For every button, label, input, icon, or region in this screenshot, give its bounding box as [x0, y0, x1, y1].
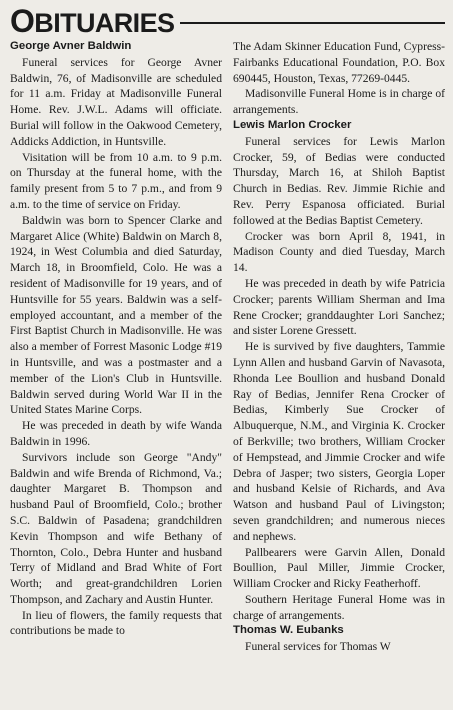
obituary-paragraph: Pallbearers were Garvin Allen, Donald Boullion, Paul Miller, Jimmie Crocker, William Crocker and Ricky Featherhoff.: [233, 545, 445, 591]
obituary-paragraph: In lieu of flowers, the family requests that contributions be made to: [10, 608, 222, 638]
right-column: [233, 39, 445, 655]
obituary-paragraph: Visitation will be from 10 a.m. to 9 p.m. on Thursday at the funeral home, with the family present from 5 to 7 p.m., and from 9 a.m. to the time of service on Friday.: [10, 150, 222, 211]
obituary-paragraph: Madisonville Funeral Home is in charge of arrangements.: [233, 87, 445, 117]
section-title: [10, 2, 175, 39]
obituary-paragraph: Baldwin was born to Spencer Clarke and Margaret Alice (White) Baldwin on March 8, 1924, in West Columbia and died Saturday, March 18, in Broomfield, Colo. He was a resident of Madisonville for 19 years, and of Huntsville for 55 years. Baldwin was a self-employed accountant, and a member of the First Baptist Church in Madisonville. He was also a member of Forrest Masonic Lodge #19 in Huntsville, and was a postmaster and a member of the Lion's Club in Huntsville. Baldwin served during World War II in the United States Marine Corps.: [10, 213, 222, 417]
section-title-rest: BITUARIES: [34, 7, 175, 38]
obituary-name: George Avner Baldwin: [10, 40, 132, 52]
obituary-paragraph-continued: The Adam Skinner Education Fund, Cypress-Fairbanks Educational Foundation, P.O. Box 690445, Houston, Texas, 77269-0445.: [233, 40, 445, 85]
obituary-name: Lewis Marlon Crocker: [233, 118, 352, 131]
obituary-paragraph: Southern Heritage Funeral Home was in charge of arrangements.: [233, 592, 445, 622]
obituary-paragraph: He was preceded in death by wife Patricia Crocker; parents William Sherman and Ima Rene Crocker; granddaughter Lori Sanchez; and sister Lorene Gressett.: [233, 276, 445, 338]
obituary-paragraph: Funeral services for George Avner Baldwin, 76, of Madisonville are scheduled for 11 a.m. Friday at Madisonville Funeral Home. Rev. J.W.L. Adams will officiate. Burial will follow in the Oakwood Cemetery, Addicks Addiction, in Huntsville.: [10, 55, 222, 148]
article-columns: [10, 39, 445, 655]
masthead-rule: [180, 22, 445, 24]
section-masthead: [10, 4, 445, 37]
left-column: [10, 39, 222, 655]
obituary-paragraph: Crocker was born April 8, 1941, in Madison County and died Tuesday, March 14.: [233, 229, 445, 275]
obituary-paragraph: Funeral services for Thomas W: [245, 640, 391, 654]
obituary-paragraph: Survivors include son George "Andy" Baldwin and wife Brenda of Richmond, Va.; daughter Margaret B. Thompson and husband Paul of Broomfield, Colo.; brother S.C. Baldwin of Pasadena; grandchildren Kevin Thompson and wife Bethany of Thornton, Colo., Debra Hunter and husband Terry of Midland and Brad White of Fort Worth; and great-grandchildren Lorien Thompson, and Zachary and Austin Hunter.: [10, 450, 222, 606]
obituary-paragraph: Funeral services for Lewis Marlon Crocker, 59, of Bedias were conducted Thursday, March 16, at Shiloh Baptist Church in Bedias. Rev. Jimmie Richie and Rev. Perry Espanosa officiated. Burial followed at the Bedias Baptist Cemetery.: [233, 134, 445, 227]
section-title-initial: O: [10, 2, 35, 39]
obituary-paragraph: He is survived by five daughters, Tammie Lynn Allen and husband Garvin of Navasota, Rhonda Lee Boullion and husband Donald Ray of Bedias, Jennifer Rena Crocker of Bedias, Kimberly Sue Crocker of Albuquerque, N.M., and Virginia K. Crocker of Berkville; two brothers, William Crocker of Hempstead, and Jimmie Crocker and wife Debra of Jasper; two sisters, Georgia Loper and husband Kelsie of Richards, and Ava Watson and husband Paul of Livingston; seven grandchildren; and numerous nieces and nephews.: [233, 340, 445, 543]
obituary-name: Thomas W. Eubanks: [233, 624, 344, 637]
obituary-paragraph: He was preceded in death by wife Wanda Baldwin in 1996.: [10, 419, 222, 448]
